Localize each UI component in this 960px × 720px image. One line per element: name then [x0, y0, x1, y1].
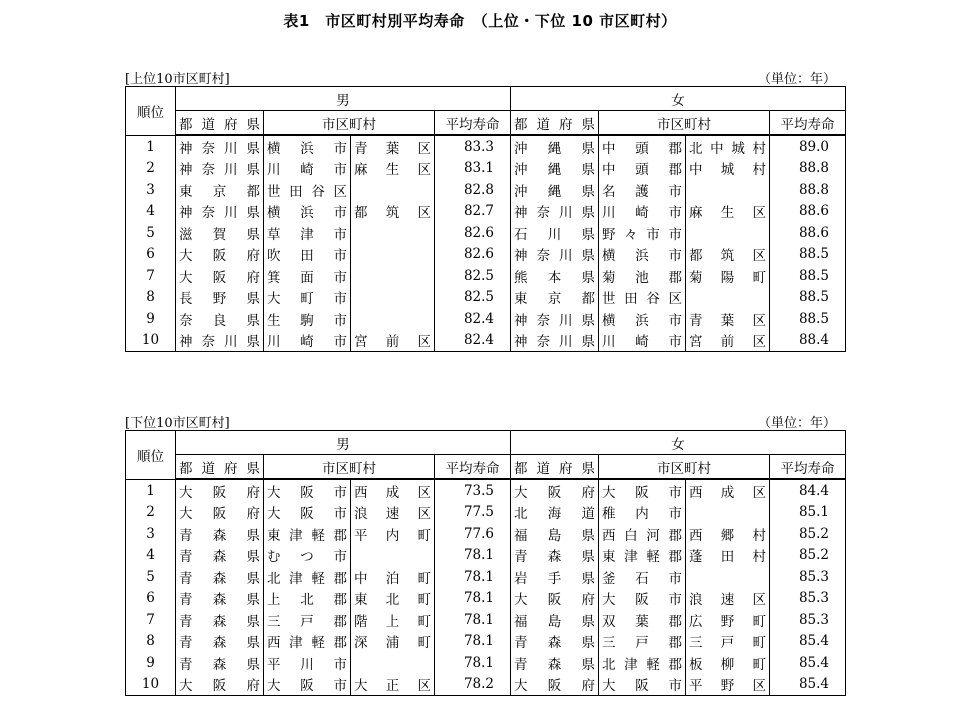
male-pref-cell: 大阪府	[176, 479, 264, 502]
rank-cell: 5	[126, 222, 176, 244]
male-life-cell: 82.5	[435, 287, 511, 309]
table-row	[126, 609, 846, 631]
table-row	[126, 545, 846, 567]
female-pref-cell: 沖縄県	[511, 179, 599, 201]
unit-label: （単位：年）	[757, 416, 836, 431]
rank-cell: 6	[126, 244, 176, 266]
male-ward-cell: 青葉区	[351, 135, 435, 158]
table-row	[126, 158, 846, 180]
male-ward-cell: 西成区	[351, 479, 435, 502]
male-pref-cell: 青森県	[176, 652, 264, 674]
rank-cell: 10	[126, 330, 176, 352]
female-life-cell: 85.3	[770, 588, 846, 610]
female-life-cell: 89.0	[770, 135, 846, 158]
male-city-cell: 世田谷区	[264, 179, 351, 201]
table-row	[126, 244, 846, 266]
rank-cell: 9	[126, 308, 176, 330]
female-ward-cell: 三戸町	[686, 631, 770, 653]
female-pref-cell: 沖縄県	[511, 135, 599, 158]
female-ward-cell	[686, 222, 770, 244]
female-city-cell: 野々市市	[599, 222, 686, 244]
male-ward-cell	[351, 287, 435, 309]
female-pref-cell: 神奈川県	[511, 330, 599, 352]
male-city-cell: 東津軽郡	[264, 523, 351, 545]
male-city-cell: 川崎市	[264, 330, 351, 352]
female-pref-cell: 神奈川県	[511, 201, 599, 223]
female-ward-cell: 麻生区	[686, 201, 770, 223]
male-pref-cell: 神奈川県	[176, 135, 264, 158]
rank-cell: 4	[126, 545, 176, 567]
female-ward-cell	[686, 502, 770, 524]
male-pref-cell: 大阪府	[176, 502, 264, 524]
female-life-cell: 85.2	[770, 523, 846, 545]
male-life-cell: 77.6	[435, 523, 511, 545]
female-ward-cell: 浪速区	[686, 588, 770, 610]
male-ward-cell: 大正区	[351, 674, 435, 696]
bottom-ranking-table	[125, 430, 846, 696]
female-city-cell: 北津軽郡	[599, 652, 686, 674]
male-pref-cell: 青森県	[176, 588, 264, 610]
male-life-cell: 77.5	[435, 502, 511, 524]
female-life-cell: 84.4	[770, 479, 846, 502]
female-life-cell: 88.5	[770, 308, 846, 330]
female-ward-cell: 都筑区	[686, 244, 770, 266]
female-city-cell: 大阪市	[599, 588, 686, 610]
male-city-cell: 大阪市	[264, 502, 351, 524]
female-pref-cell: 青森県	[511, 631, 599, 653]
male-life-cell: 83.1	[435, 158, 511, 180]
male-city-cell: 横浜市	[264, 135, 351, 158]
male-ward-cell	[351, 308, 435, 330]
male-header: 男	[176, 431, 511, 455]
female-city-header: 市区町村	[599, 111, 770, 136]
top-table-body	[126, 135, 846, 352]
male-pref-header: 都道府県	[176, 455, 264, 480]
female-city-cell: 菊池郡	[599, 265, 686, 287]
female-city-cell: 横浜市	[599, 308, 686, 330]
rank-cell: 8	[126, 287, 176, 309]
male-ward-cell: 中泊町	[351, 566, 435, 588]
female-life-cell: 88.8	[770, 158, 846, 180]
table-row	[126, 135, 846, 158]
male-ward-cell: 東北町	[351, 588, 435, 610]
female-header: 女	[511, 431, 846, 455]
female-header: 女	[511, 87, 846, 111]
rank-cell: 10	[126, 674, 176, 696]
section-caption: [上位10市区町村]	[125, 72, 230, 87]
male-pref-cell: 大阪府	[176, 244, 264, 266]
male-pref-cell: 奈良県	[176, 308, 264, 330]
female-ward-cell	[686, 566, 770, 588]
female-city-cell: 三戸郡	[599, 631, 686, 653]
male-life-cell: 78.1	[435, 631, 511, 653]
female-ward-cell	[686, 287, 770, 309]
page-title: 表1 市区町村別平均寿命 （上位・下位 10 市区町村）	[283, 12, 677, 30]
rank-cell: 4	[126, 201, 176, 223]
male-ward-cell	[351, 179, 435, 201]
female-city-cell: 川崎市	[599, 201, 686, 223]
male-pref-cell: 青森県	[176, 631, 264, 653]
male-life-header: 平均寿命	[435, 111, 511, 136]
male-city-header: 市区町村	[264, 111, 435, 136]
rank-cell: 2	[126, 502, 176, 524]
female-life-header: 平均寿命	[770, 111, 846, 136]
female-city-cell: 稚内市	[599, 502, 686, 524]
male-pref-cell: 神奈川県	[176, 201, 264, 223]
male-city-cell: 北津軽郡	[264, 566, 351, 588]
female-city-cell: 中頭郡	[599, 135, 686, 158]
female-pref-cell: 青森県	[511, 652, 599, 674]
female-ward-cell: 西成区	[686, 479, 770, 502]
female-city-header: 市区町村	[599, 455, 770, 480]
female-city-cell: 川崎市	[599, 330, 686, 352]
female-pref-cell: 福島県	[511, 523, 599, 545]
female-life-cell: 85.4	[770, 631, 846, 653]
rank-cell: 5	[126, 566, 176, 588]
male-life-cell: 73.5	[435, 479, 511, 502]
bottom-table-body	[126, 479, 846, 696]
male-ward-cell: 深浦町	[351, 631, 435, 653]
table-row	[126, 631, 846, 653]
female-pref-cell: 石川県	[511, 222, 599, 244]
male-pref-cell: 神奈川県	[176, 330, 264, 352]
male-life-cell: 82.6	[435, 222, 511, 244]
male-life-cell: 78.1	[435, 566, 511, 588]
male-ward-cell: 平内町	[351, 523, 435, 545]
male-life-cell: 82.7	[435, 201, 511, 223]
table-row	[126, 222, 846, 244]
female-ward-cell: 青葉区	[686, 308, 770, 330]
female-life-cell: 88.6	[770, 222, 846, 244]
male-city-cell: 生駒市	[264, 308, 351, 330]
male-ward-cell	[351, 265, 435, 287]
male-life-cell: 78.1	[435, 545, 511, 567]
female-life-cell: 85.4	[770, 674, 846, 696]
male-pref-cell: 滋賀県	[176, 222, 264, 244]
female-life-cell: 85.2	[770, 545, 846, 567]
table-row	[126, 674, 846, 696]
female-life-cell: 88.4	[770, 330, 846, 352]
male-life-cell: 78.2	[435, 674, 511, 696]
male-ward-cell: 宮前区	[351, 330, 435, 352]
male-header: 男	[176, 87, 511, 111]
male-life-cell: 82.8	[435, 179, 511, 201]
male-life-cell: 83.3	[435, 135, 511, 158]
male-pref-header: 都道府県	[176, 111, 264, 136]
rank-cell: 1	[126, 479, 176, 502]
male-life-cell: 82.4	[435, 308, 511, 330]
top-ranking-section	[125, 66, 838, 352]
female-life-cell: 85.1	[770, 502, 846, 524]
female-city-cell: 釜石市	[599, 566, 686, 588]
male-pref-cell: 青森県	[176, 566, 264, 588]
female-life-cell: 85.3	[770, 609, 846, 631]
male-city-cell: 大町市	[264, 287, 351, 309]
table-row	[126, 502, 846, 524]
rank-header: 順位	[126, 431, 176, 480]
female-pref-cell: 大阪府	[511, 479, 599, 502]
female-life-cell: 88.8	[770, 179, 846, 201]
table-row	[126, 265, 846, 287]
male-pref-cell: 青森県	[176, 545, 264, 567]
female-pref-header: 都道府県	[511, 455, 599, 480]
male-city-cell: 上北郡	[264, 588, 351, 610]
male-city-cell: むつ市	[264, 545, 351, 567]
male-city-cell: 西津軽郡	[264, 631, 351, 653]
male-city-cell: 吹田市	[264, 244, 351, 266]
table-row	[126, 330, 846, 352]
male-life-cell: 82.5	[435, 265, 511, 287]
female-pref-cell: 東京都	[511, 287, 599, 309]
male-pref-cell: 東京都	[176, 179, 264, 201]
rank-cell: 1	[126, 135, 176, 158]
female-ward-cell: 広野町	[686, 609, 770, 631]
table-row	[126, 652, 846, 674]
table-row	[126, 308, 846, 330]
rank-cell: 8	[126, 631, 176, 653]
male-city-cell: 草津市	[264, 222, 351, 244]
female-life-cell: 85.4	[770, 652, 846, 674]
female-pref-header: 都道府県	[511, 111, 599, 136]
male-life-header: 平均寿命	[435, 455, 511, 480]
male-ward-cell	[351, 222, 435, 244]
female-ward-cell: 平野区	[686, 674, 770, 696]
rank-cell: 6	[126, 588, 176, 610]
section-caption-bar	[125, 66, 838, 86]
male-ward-cell: 麻生区	[351, 158, 435, 180]
female-pref-cell: 青森県	[511, 545, 599, 567]
female-pref-cell: 神奈川県	[511, 308, 599, 330]
table-row	[126, 287, 846, 309]
male-life-cell: 78.1	[435, 588, 511, 610]
male-city-cell: 大阪市	[264, 674, 351, 696]
section-caption-bar	[125, 410, 838, 430]
female-city-cell: 双葉郡	[599, 609, 686, 631]
male-ward-cell	[351, 545, 435, 567]
female-ward-cell: 板柳町	[686, 652, 770, 674]
male-pref-cell: 長野県	[176, 287, 264, 309]
male-city-cell: 三戸郡	[264, 609, 351, 631]
female-city-cell: 中頭郡	[599, 158, 686, 180]
female-pref-cell: 神奈川県	[511, 244, 599, 266]
male-city-cell: 大阪市	[264, 479, 351, 502]
male-ward-cell: 階上町	[351, 609, 435, 631]
male-pref-cell: 大阪府	[176, 265, 264, 287]
female-ward-cell: 西郷村	[686, 523, 770, 545]
male-life-cell: 78.1	[435, 652, 511, 674]
rank-cell: 2	[126, 158, 176, 180]
female-life-cell: 88.5	[770, 244, 846, 266]
male-city-header: 市区町村	[264, 455, 435, 480]
female-life-cell: 88.5	[770, 265, 846, 287]
female-city-cell: 名護市	[599, 179, 686, 201]
female-city-cell: 世田谷区	[599, 287, 686, 309]
male-city-cell: 平川市	[264, 652, 351, 674]
table-row	[126, 523, 846, 545]
male-ward-cell: 都筑区	[351, 201, 435, 223]
male-life-cell: 82.4	[435, 330, 511, 352]
female-city-cell: 西白河郡	[599, 523, 686, 545]
table-row	[126, 566, 846, 588]
bottom-ranking-section	[125, 410, 838, 696]
male-pref-cell: 青森県	[176, 523, 264, 545]
female-pref-cell: 岩手県	[511, 566, 599, 588]
female-city-cell: 東津軽郡	[599, 545, 686, 567]
table-row	[126, 588, 846, 610]
female-city-cell: 横浜市	[599, 244, 686, 266]
female-pref-cell: 北海道	[511, 502, 599, 524]
male-city-cell: 箕面市	[264, 265, 351, 287]
female-life-header: 平均寿命	[770, 455, 846, 480]
female-ward-cell: 菊陽町	[686, 265, 770, 287]
female-ward-cell: 蓬田村	[686, 545, 770, 567]
table-row	[126, 179, 846, 201]
female-pref-cell: 熊本県	[511, 265, 599, 287]
male-ward-cell	[351, 652, 435, 674]
rank-cell: 7	[126, 609, 176, 631]
rank-cell: 3	[126, 179, 176, 201]
table-row	[126, 201, 846, 223]
female-city-cell: 大阪市	[599, 479, 686, 502]
female-life-cell: 85.3	[770, 566, 846, 588]
male-city-cell: 横浜市	[264, 201, 351, 223]
female-pref-cell: 大阪府	[511, 588, 599, 610]
rank-cell: 3	[126, 523, 176, 545]
rank-cell: 9	[126, 652, 176, 674]
female-life-cell: 88.6	[770, 201, 846, 223]
female-life-cell: 88.5	[770, 287, 846, 309]
top-ranking-table	[125, 86, 846, 352]
male-life-cell: 82.6	[435, 244, 511, 266]
male-pref-cell: 大阪府	[176, 674, 264, 696]
female-ward-cell	[686, 179, 770, 201]
rank-header: 順位	[126, 87, 176, 136]
male-pref-cell: 神奈川県	[176, 158, 264, 180]
female-ward-cell: 中城村	[686, 158, 770, 180]
male-ward-cell	[351, 244, 435, 266]
section-caption: [下位10市区町村]	[125, 416, 230, 431]
female-pref-cell: 沖縄県	[511, 158, 599, 180]
female-ward-cell: 北中城村	[686, 135, 770, 158]
male-city-cell: 川崎市	[264, 158, 351, 180]
female-pref-cell: 福島県	[511, 609, 599, 631]
female-city-cell: 大阪市	[599, 674, 686, 696]
female-pref-cell: 大阪府	[511, 674, 599, 696]
male-pref-cell: 青森県	[176, 609, 264, 631]
unit-label: （単位：年）	[757, 72, 836, 87]
female-ward-cell: 宮前区	[686, 330, 770, 352]
table-row	[126, 479, 846, 502]
male-ward-cell: 浪速区	[351, 502, 435, 524]
male-life-cell: 78.1	[435, 609, 511, 631]
rank-cell: 7	[126, 265, 176, 287]
